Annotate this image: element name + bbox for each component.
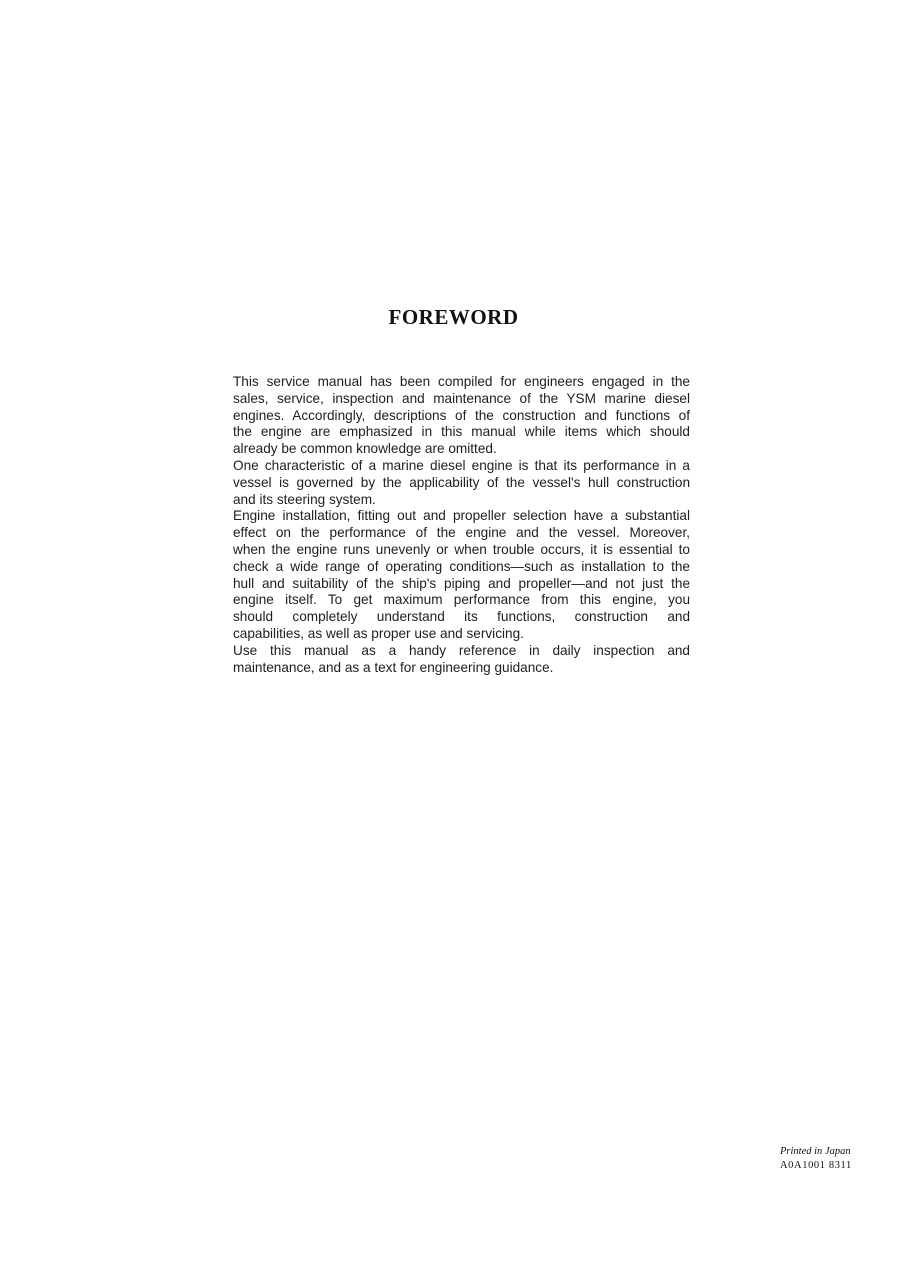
text-line: sales, service, inspection and maintenance of the YSM marine diesel xyxy=(233,390,690,406)
text-line: Use this manual as a handy reference in daily inspection and xyxy=(233,642,690,658)
foreword-body xyxy=(233,374,690,676)
text-line: the engine are emphasized in this manual while items which should xyxy=(233,424,690,440)
text-line: effect on the performance of the engine and the vessel. Moreover, xyxy=(233,525,690,541)
text-line: hull and suitability of the ship's piping and propeller—and not just the xyxy=(233,575,690,591)
text-line: and its steering system. xyxy=(233,491,376,507)
document-code: A0A1001 8311 xyxy=(780,1160,852,1171)
text-line: when the engine runs unevenly or when trouble occurs, it is essential to xyxy=(233,541,690,557)
text-line: vessel is governed by the applicability of the vessel's hull construction xyxy=(233,474,690,490)
text-line: maintenance, and as a text for engineering guidance. xyxy=(233,659,554,675)
print-info xyxy=(780,1145,852,1173)
text-line: engines. Accordingly, descriptions of the construction and functions of xyxy=(233,407,690,423)
text-line: One characteristic of a marine diesel engine is that its performance in a xyxy=(233,457,690,473)
text-line: capabilities, as well as proper use and servicing. xyxy=(233,625,524,641)
page-title: FOREWORD xyxy=(388,305,519,329)
text-line: engine itself. To get maximum performance from this engine, you xyxy=(233,592,690,608)
text-line: check a wide range of operating conditions—such as installation to the xyxy=(233,558,690,574)
text-line: This service manual has been compiled for engineers engaged in the xyxy=(233,374,690,389)
printed-in-label: Printed in Japan xyxy=(780,1146,851,1157)
text-line: should completely understand its functions, construction and xyxy=(233,609,690,625)
text-line: already be common knowledge are omitted. xyxy=(233,441,497,457)
text-line: Engine installation, fitting out and propeller selection have a substantial xyxy=(233,508,690,524)
